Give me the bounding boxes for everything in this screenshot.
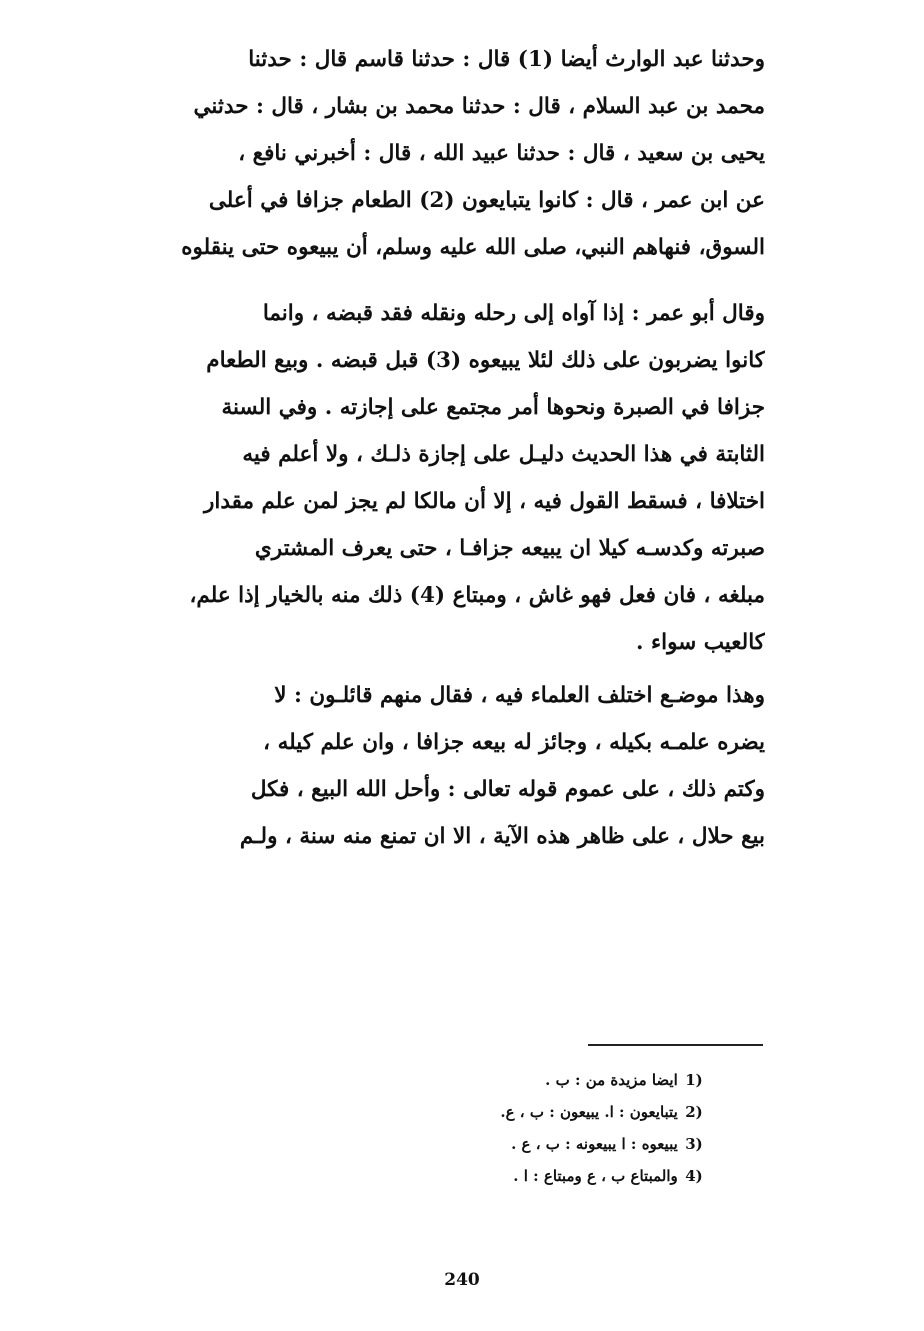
footnote [360, 1064, 705, 1096]
footnote [360, 1160, 705, 1192]
footnote-divider [588, 1044, 763, 1046]
text-line: يضره علمـه بكيله ، وجائز له بيعه جزافا ، وان علم كيله ، [263, 730, 765, 755]
text-line: السوق، فنهاهم النبي، صلى الله عليه وسلم، أن يبيعوه حتى ينقلوه [181, 235, 765, 260]
text-line: الثابتة في هذا الحديث دليـل على إجازة ذلـك ، ولا أعلم فيه [242, 442, 765, 467]
text-line: كانوا يضربون على ذلك لئلا يبيعوه (3) قبل قبضه . وبيع الطعام [206, 348, 765, 373]
text-line: وهذا موضـع اختلف العلماء فيه ، فقال منهم قائلـون : لا [274, 683, 765, 708]
text-line: وكتم ذلك ، على عموم قوله تعالى : وأحل الله البيع ، فكل [250, 777, 765, 802]
paragraph-2 [105, 290, 765, 666]
text-line: اختلافا ، فسقط القول فيه ، إلا أن مالكا لم يجز لمن علم مقدار [203, 489, 765, 514]
text-line: بيع حلال ، على ظاهر هذه الآية ، الا ان تمنع منه سنة ، ولـم [239, 824, 765, 849]
footnotes [360, 1064, 705, 1192]
text-line: عن ابن عمر ، قال : كانوا يتبايعون (2) الطعام جزافا في أعلى [208, 188, 765, 213]
footnote [360, 1096, 705, 1128]
text-line: كالعيب سواء . [636, 630, 765, 655]
text-line: محمد بن عبد السلام ، قال : حدثنا محمد بن بشار ، قال : حدثني [193, 94, 765, 119]
text-line: وحدثنا عبد الوارث أيضا (1) قال : حدثنا قاسم قال : حدثنا [248, 47, 765, 72]
text-line: صبرته وكدسـه كيلا ان يبيعه جزافـا ، حتى يعرف المشتري [254, 536, 765, 561]
text-line: وقال أبو عمر : إذا آواه إلى رحله ونقله فقد قبضه ، وانما [262, 301, 765, 326]
footnote [360, 1128, 705, 1160]
text-line: جزافا في الصبرة ونحوها أمر مجتمع على إجازته . وفي السنة [221, 395, 765, 420]
paragraph-3 [105, 672, 765, 860]
page-number: 240 [444, 1270, 480, 1290]
footnote-text: يبيعوه : ا يبيعونه : ب ، ع . [511, 1135, 678, 1153]
footnote-text: يتبايعون : ا. يبيعون : ب ، ع. [500, 1103, 678, 1121]
footnote-number: 1) [685, 1071, 703, 1089]
footnote-number: 4) [685, 1167, 703, 1185]
text-line: مبلغه ، فان فعل فهو غاش ، ومبتاع (4) ذلك منه بالخيار إذا علم، [189, 583, 765, 608]
footnote-text: والمبتاع ب ، ع ومبتاع : ا . [513, 1167, 678, 1185]
paragraph-1 [105, 36, 765, 271]
footnote-number: 3) [685, 1135, 703, 1153]
footnote-text: ايضا مزيدة من : ب . [545, 1071, 678, 1089]
footnote-number: 2) [685, 1103, 703, 1121]
text-line: يحيى بن سعيد ، قال : حدثنا عبيد الله ، قال : أخبرني نافع ، [238, 141, 765, 166]
